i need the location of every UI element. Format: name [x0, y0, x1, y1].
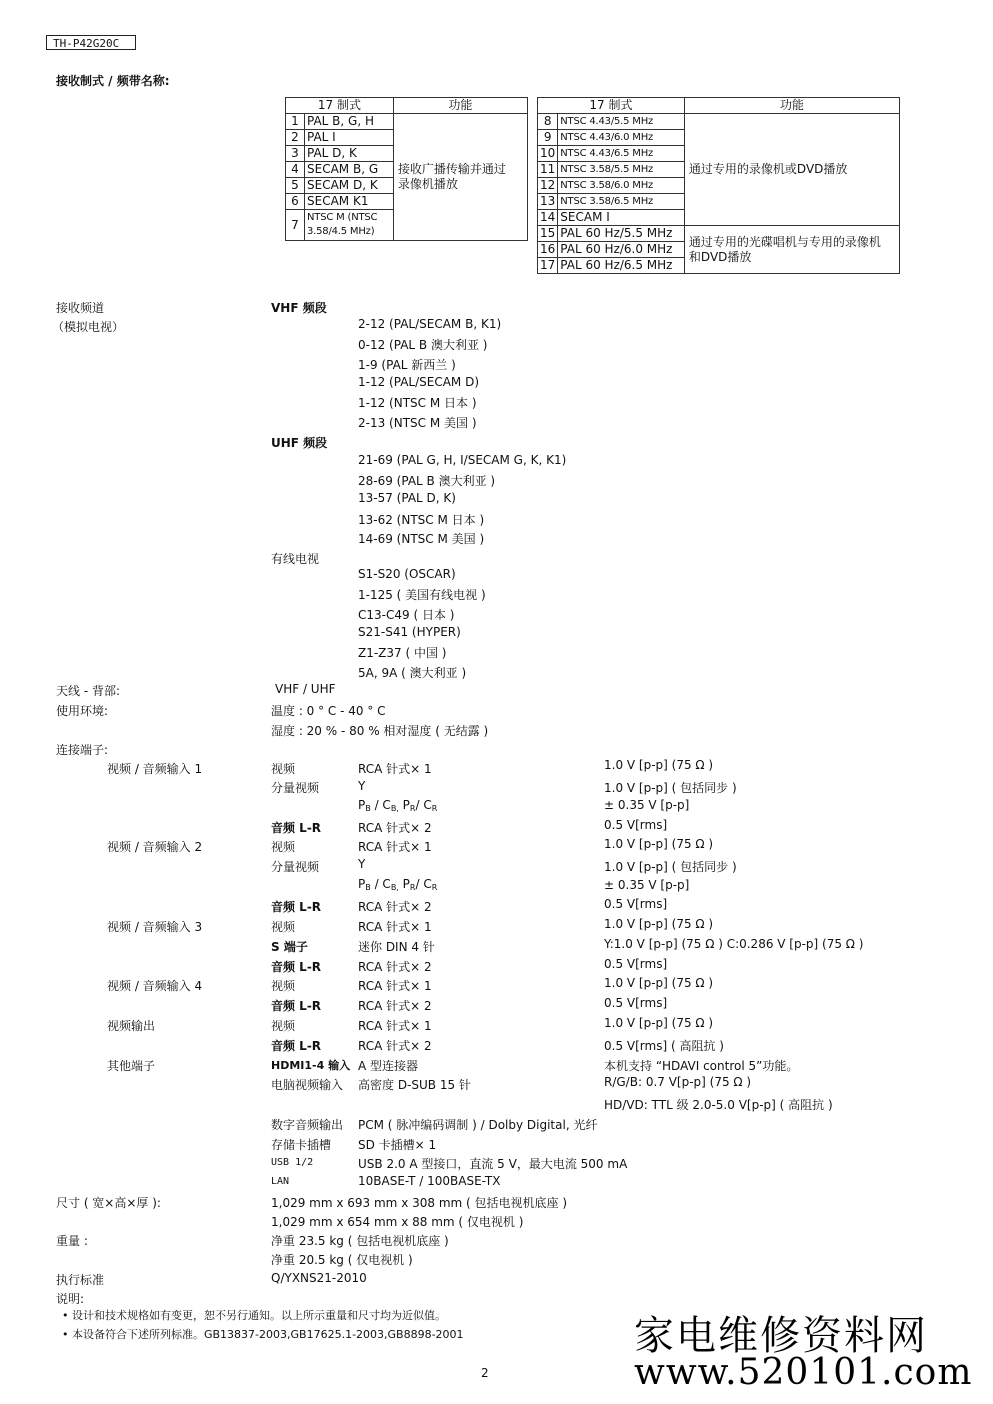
rca-1: RCA 针式× 1	[358, 920, 432, 934]
pc-type: 高密度 D-SUB 15 针	[358, 1078, 471, 1092]
table-header-function: 功能	[393, 98, 527, 114]
dimensions-value-2: 1,029 mm x 654 mm x 88 mm ( 仅电视机 )	[271, 1215, 524, 1229]
table-header-system: 17 制式	[538, 98, 685, 114]
vhf-item: 1-12 (NTSC M 日本 )	[358, 396, 477, 410]
table-row: 14 SECAM I	[538, 210, 900, 226]
watermark-title: 家电维修资料网	[634, 1313, 928, 1359]
audio-label: 音频 L-R	[271, 821, 322, 835]
catv-item: 5A, 9A ( 澳大利亚 )	[358, 666, 467, 680]
catv-item: S21-S41 (HYPER)	[358, 625, 461, 639]
s-terminal-label: S 端子	[271, 940, 308, 954]
video-spec: 1.0 V [p-p] (75 Ω )	[604, 917, 714, 931]
other-terminals-label: 其他端子	[107, 1059, 156, 1073]
weight-value-2: 净重 20.5 kg ( 仅电视机 )	[271, 1253, 413, 1267]
vhf-item: 1-9 (PAL 新西兰 )	[358, 358, 456, 372]
digital-audio-value: PCM ( 脉冲编码调制 ) / Dolby Digital, 光纤	[358, 1118, 598, 1132]
table-row: 9 NTSC 4.43/6.0 MHz	[538, 130, 900, 146]
watermark-url: www.520101.com	[634, 1352, 973, 1393]
temperature-value: 温度 : 0 ° C - 40 ° C	[271, 704, 386, 718]
dimensions-label: 尺寸 ( 宽×高×厚 ):	[56, 1196, 161, 1210]
pc-rgb-spec: R/G/B: 0.7 V[p-p] (75 Ω )	[604, 1075, 752, 1089]
weight-label: 重量 :	[56, 1234, 88, 1248]
uhf-item: 21-69 (PAL G, H, I/SECAM G, K, K1)	[358, 453, 567, 467]
pbpr-spec: ± 0.35 V [p-p]	[604, 878, 690, 892]
page-number: 2	[481, 1366, 489, 1380]
function-cell: 接收广播传输并通过 录像机播放	[393, 114, 527, 241]
mini-din: 迷你 DIN 4 针	[358, 940, 435, 954]
note-1: • 设计和技术规格如有变更，恕不另行通知。以上所示重量和尺寸均为近似值。	[62, 1309, 446, 1322]
table-row: 8 NTSC 4.43/5.5 MHz 通过专用的录像机或DVD播放	[538, 114, 900, 130]
audio-spec: 0.5 V[rms]	[604, 818, 668, 832]
vhf-item: 0-12 (PAL B 澳大利亚 )	[358, 338, 488, 352]
component-label: 分量视频	[271, 781, 320, 795]
dimensions-value-1: 1,029 mm x 693 mm x 308 mm ( 包括电视机底座 )	[271, 1196, 568, 1210]
table-header-system: 17 制式	[286, 98, 394, 114]
uhf-label: UHF 频段	[271, 436, 328, 450]
table-row: 16 PAL 60 Hz/6.0 MHz	[538, 242, 900, 258]
system-table-right	[537, 97, 900, 274]
y-label: Y	[358, 779, 366, 793]
audio-spec: 0.5 V[rms]	[604, 957, 668, 971]
usb-value: USB 2.0 A 型接口，直流 5 V，最大电流 500 mA	[358, 1157, 628, 1171]
table-row: 4 SECAM B, G	[286, 162, 528, 178]
rca-2: RCA 针式× 2	[358, 999, 432, 1013]
catv-item: S1-S20 (OSCAR)	[358, 567, 456, 581]
video-label: 视频	[271, 1019, 296, 1033]
rca-2: RCA 针式× 2	[358, 900, 432, 914]
note-2: • 本设备符合下述所列标准。GB13837-2003,GB17625.1-2003,GB8898-2001	[62, 1328, 464, 1341]
channels-label: 接收频道	[56, 301, 105, 315]
table-row: 15 PAL 60 Hz/5.5 MHz 通过专用的光碟唱机与专用的录像机 和DVD播放	[538, 226, 900, 242]
rca-2: RCA 针式× 2	[358, 960, 432, 974]
lan-value: 10BASE-T / 100BASE-TX	[358, 1174, 501, 1188]
function-cell: 通过专用的录像机或DVD播放	[684, 114, 899, 226]
table-header-function: 功能	[684, 98, 899, 114]
video-label: 视频	[271, 840, 296, 854]
pbpr-label: $P_B / C_{B,}$ $P_R/$ $C_R$	[358, 877, 438, 892]
terminals-label: 连接端子:	[56, 743, 109, 757]
system-table-left	[285, 97, 528, 241]
standard-value: Q/YXNS21-2010	[271, 1271, 367, 1285]
table-row: 1 PAL B, G, H 接收广播传输并通过 录像机播放	[286, 114, 528, 130]
card-slot-label: 存储卡插槽	[271, 1138, 332, 1152]
lan-label: LAN	[271, 1176, 290, 1187]
pc-hdvd-spec: HD/VD: TTL 级 2.0-5.0 V[p-p] ( 高阻抗 )	[604, 1098, 833, 1112]
standard-label: 执行标准	[56, 1273, 105, 1287]
audio-label: 音频 L-R	[271, 1039, 322, 1053]
video-output-label: 视频输出	[107, 1019, 156, 1033]
table-row: 17 PAL 60 Hz/6.5 MHz	[538, 258, 900, 274]
table-row: 7 NTSC M (NTSC 3.58/4.5 MHz)	[286, 210, 528, 241]
video-label: 视频	[271, 920, 296, 934]
input-4-label: 视频 / 音频输入 4	[107, 979, 203, 993]
uhf-item: 14-69 (NTSC M 美国 )	[358, 532, 485, 546]
humidity-value: 湿度 : 20 % - 80 % 相对湿度 ( 无结露 )	[271, 724, 489, 738]
notes-label: 说明:	[56, 1292, 85, 1306]
y-spec: 1.0 V [p-p] ( 包括同步 )	[604, 860, 737, 874]
usb-label: USB 1/2	[271, 1157, 314, 1168]
video-spec: 1.0 V [p-p] (75 Ω )	[604, 837, 714, 851]
audio-label: 音频 L-R	[271, 960, 322, 974]
antenna-label: 天线 - 背部:	[56, 684, 121, 698]
audio-out-spec: 0.5 V[rms] ( 高阻抗 )	[604, 1039, 724, 1053]
catv-item: 1-125 ( 美国有线电视 )	[358, 588, 486, 602]
card-slot-value: SD 卡插槽× 1	[358, 1138, 437, 1152]
function-cell: 通过专用的光碟唱机与专用的录像机 和DVD播放	[684, 226, 899, 274]
table-row: 6 SECAM K1	[286, 194, 528, 210]
table-row: 3 PAL D, K	[286, 146, 528, 162]
video-label: 视频	[271, 979, 296, 993]
pbpr-label: $P_B / C_{B,}$ $P_R/$ $C_R$	[358, 798, 438, 813]
component-label: 分量视频	[271, 860, 320, 874]
vhf-item: 2-13 (NTSC M 美国 )	[358, 416, 477, 430]
audio-label: 音频 L-R	[271, 900, 322, 914]
table-row: 12 NTSC 3.58/6.0 MHz	[538, 178, 900, 194]
vhf-item: 2-12 (PAL/SECAM B, K1)	[358, 317, 502, 331]
audio-label: 音频 L-R	[271, 999, 322, 1013]
input-2-label: 视频 / 音频输入 2	[107, 840, 203, 854]
video-spec: 1.0 V [p-p] (75 Ω )	[604, 976, 714, 990]
rca-1: RCA 针式× 1	[358, 762, 432, 776]
video-label: 视频	[271, 762, 296, 776]
vhf-label: VHF 频段	[271, 301, 327, 315]
rca-1: RCA 针式× 1	[358, 979, 432, 993]
y-label: Y	[358, 857, 366, 871]
table-row: 11 NTSC 3.58/5.5 MHz	[538, 162, 900, 178]
y-spec: 1.0 V [p-p] ( 包括同步 )	[604, 781, 737, 795]
table-row: 10 NTSC 4.43/6.5 MHz	[538, 146, 900, 162]
table-row: 13 NTSC 3.58/6.5 MHz	[538, 194, 900, 210]
audio-spec: 0.5 V[rms]	[604, 996, 668, 1010]
channels-label-sub: （模拟电视）	[52, 320, 125, 334]
catv-item: Z1-Z37 ( 中国 )	[358, 646, 447, 660]
input-1-label: 视频 / 音频输入 1	[107, 762, 203, 776]
video-spec: 1.0 V [p-p] (75 Ω )	[604, 758, 714, 772]
pc-label: 电脑视频输入	[271, 1078, 344, 1092]
section-title: 接收制式 / 频带名称:	[56, 74, 170, 88]
hdmi-type: A 型连接器	[358, 1059, 419, 1073]
pbpr-spec: ± 0.35 V [p-p]	[604, 798, 690, 812]
rca-1: RCA 针式× 1	[358, 840, 432, 854]
vhf-item: 1-12 (PAL/SECAM D)	[358, 375, 480, 389]
rca-1: RCA 针式× 1	[358, 1019, 432, 1033]
environment-label: 使用环境:	[56, 704, 109, 718]
catv-item: C13-C49 ( 日本 )	[358, 608, 455, 622]
rca-2: RCA 针式× 2	[358, 1039, 432, 1053]
catv-label: 有线电视	[271, 552, 320, 566]
uhf-item: 13-62 (NTSC M 日本 )	[358, 513, 485, 527]
hdmi-spec: 本机支持 “HDAVI control 5”功能。	[604, 1059, 799, 1073]
audio-spec: 0.5 V[rms]	[604, 897, 668, 911]
video-spec: 1.0 V [p-p] (75 Ω )	[604, 1016, 714, 1030]
rca-2: RCA 针式× 2	[358, 821, 432, 835]
weight-value-1: 净重 23.5 kg ( 包括电视机底座 )	[271, 1234, 449, 1248]
table-row: 5 SECAM D, K	[286, 178, 528, 194]
model-label: TH-P42G20C	[46, 35, 136, 50]
uhf-item: 13-57 (PAL D, K)	[358, 491, 456, 505]
digital-audio-label: 数字音频输出	[271, 1118, 344, 1132]
uhf-item: 28-69 (PAL B 澳大利亚 )	[358, 474, 496, 488]
table-row: 2 PAL I	[286, 130, 528, 146]
hdmi-label: HDMI1-4 输入	[271, 1059, 351, 1072]
s-spec: Y:1.0 V [p-p] (75 Ω ) C:0.286 V [p-p] (75 Ω )	[604, 937, 864, 951]
antenna-value: VHF / UHF	[275, 682, 336, 696]
input-3-label: 视频 / 音频输入 3	[107, 920, 203, 934]
